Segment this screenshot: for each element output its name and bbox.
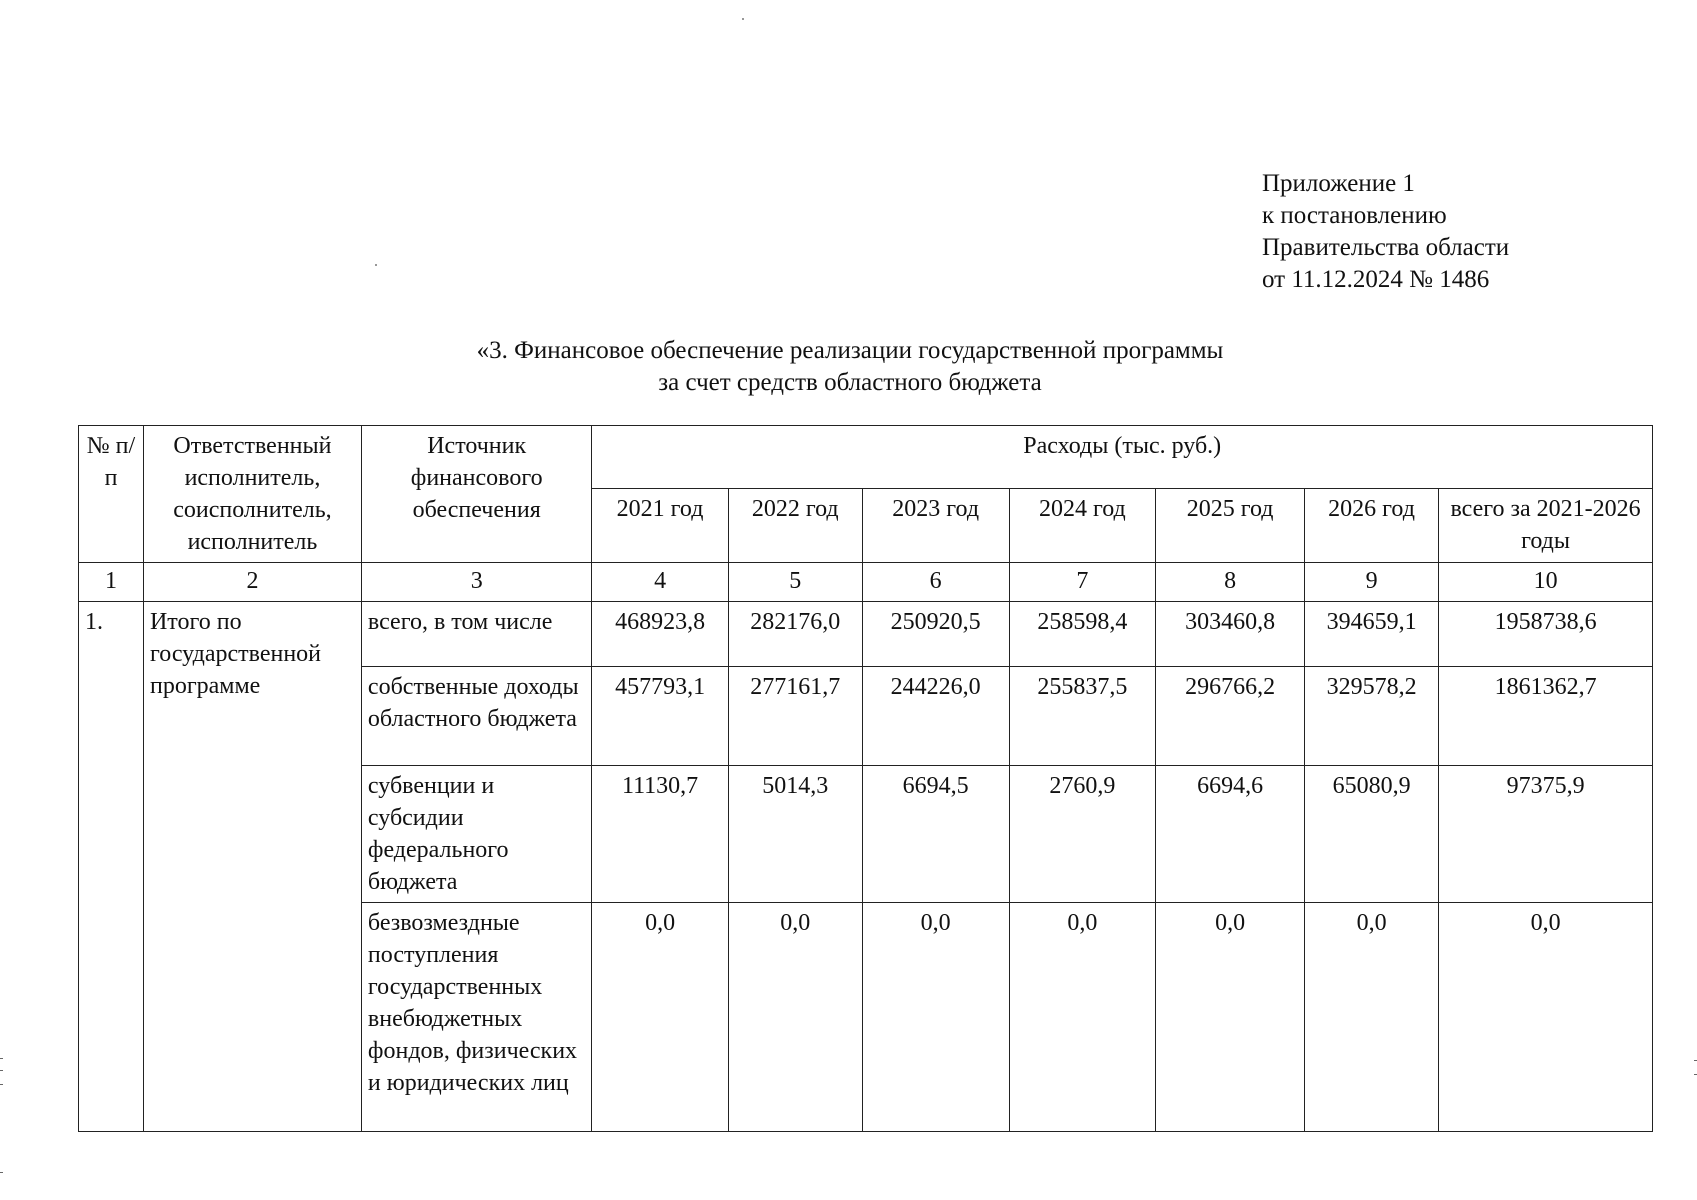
document-title [300, 335, 1400, 399]
scan-edge-mark [0, 1172, 3, 1173]
value-cell: 6694,6 [1156, 766, 1305, 903]
value-cell: 0,0 [862, 903, 1009, 1132]
scan-edge-mark [0, 1084, 3, 1085]
total-cell: 1861362,7 [1439, 667, 1653, 766]
column-index: 5 [728, 563, 862, 602]
header-expenses: Расходы (тыс. руб.) [592, 426, 1653, 489]
value-cell: 457793,1 [592, 667, 728, 766]
total-cell: 1958738,6 [1439, 602, 1653, 667]
value-cell: 394659,1 [1305, 602, 1439, 667]
scan-speck [375, 264, 377, 266]
value-cell: 296766,2 [1156, 667, 1305, 766]
row-number: 1. [79, 602, 144, 1132]
value-cell: 258598,4 [1009, 602, 1156, 667]
header-year: 2023 год [862, 489, 1009, 563]
header-year: 2021 год [592, 489, 728, 563]
total-cell: 0,0 [1439, 903, 1653, 1132]
column-index: 3 [361, 563, 592, 602]
value-cell: 6694,5 [862, 766, 1009, 903]
table-row [79, 602, 1653, 667]
value-cell: 0,0 [728, 903, 862, 1132]
value-cell: 0,0 [1305, 903, 1439, 1132]
row-source: собственные доходы областного бюджета [361, 667, 592, 766]
attachment-note [1262, 168, 1509, 296]
header-year: 2022 год [728, 489, 862, 563]
column-index: 1 [79, 563, 144, 602]
header-year: 2024 год [1009, 489, 1156, 563]
value-cell: 303460,8 [1156, 602, 1305, 667]
row-source: безвозмездные поступления государственных внебюджетных фондов, физических и юридических лиц [361, 903, 592, 1132]
header-num: № п/п [79, 426, 144, 563]
attachment-line: Правительства области [1262, 234, 1510, 261]
column-index: 2 [143, 563, 361, 602]
column-index: 7 [1009, 563, 1156, 602]
header-source: Источник финансового обеспечения [361, 426, 592, 563]
column-index: 10 [1439, 563, 1653, 602]
header-executor: Ответственный исполнитель, соисполнитель, исполнитель [143, 426, 361, 563]
header-total: всего за 2021-2026 годы [1439, 489, 1653, 563]
column-index: 9 [1305, 563, 1439, 602]
value-cell: 329578,2 [1305, 667, 1439, 766]
attachment-line: от 11.12.2024 № 1486 [1262, 266, 1490, 293]
value-cell: 244226,0 [862, 667, 1009, 766]
value-cell: 0,0 [1156, 903, 1305, 1132]
scan-edge-mark [0, 1070, 3, 1071]
value-cell: 0,0 [592, 903, 728, 1132]
value-cell: 468923,8 [592, 602, 728, 667]
header-year: 2026 год [1305, 489, 1439, 563]
value-cell: 5014,3 [728, 766, 862, 903]
title-line: за счет средств областного бюджета [658, 369, 1042, 396]
scan-edge-mark [0, 1058, 3, 1059]
column-index: 4 [592, 563, 728, 602]
value-cell: 11130,7 [592, 766, 728, 903]
column-index: 8 [1156, 563, 1305, 602]
value-cell: 277161,7 [728, 667, 862, 766]
column-index: 6 [862, 563, 1009, 602]
value-cell: 250920,5 [862, 602, 1009, 667]
row-executor: Итого по государственной программе [143, 602, 361, 1132]
row-source: всего, в том числе [361, 602, 592, 667]
attachment-line: к постановлению [1262, 202, 1447, 229]
total-cell: 97375,9 [1439, 766, 1653, 903]
title-line: «3. Финансовое обеспечение реализации государственной программы [476, 337, 1224, 364]
value-cell: 65080,9 [1305, 766, 1439, 903]
value-cell: 2760,9 [1009, 766, 1156, 903]
header-year: 2025 год [1156, 489, 1305, 563]
row-source: субвенции и субсидии федерального бюджета [361, 766, 592, 903]
scan-speck [742, 18, 744, 20]
value-cell: 255837,5 [1009, 667, 1156, 766]
attachment-line: Приложение 1 [1262, 170, 1415, 197]
value-cell: 282176,0 [728, 602, 862, 667]
value-cell: 0,0 [1009, 903, 1156, 1132]
finance-table [78, 425, 1653, 1132]
